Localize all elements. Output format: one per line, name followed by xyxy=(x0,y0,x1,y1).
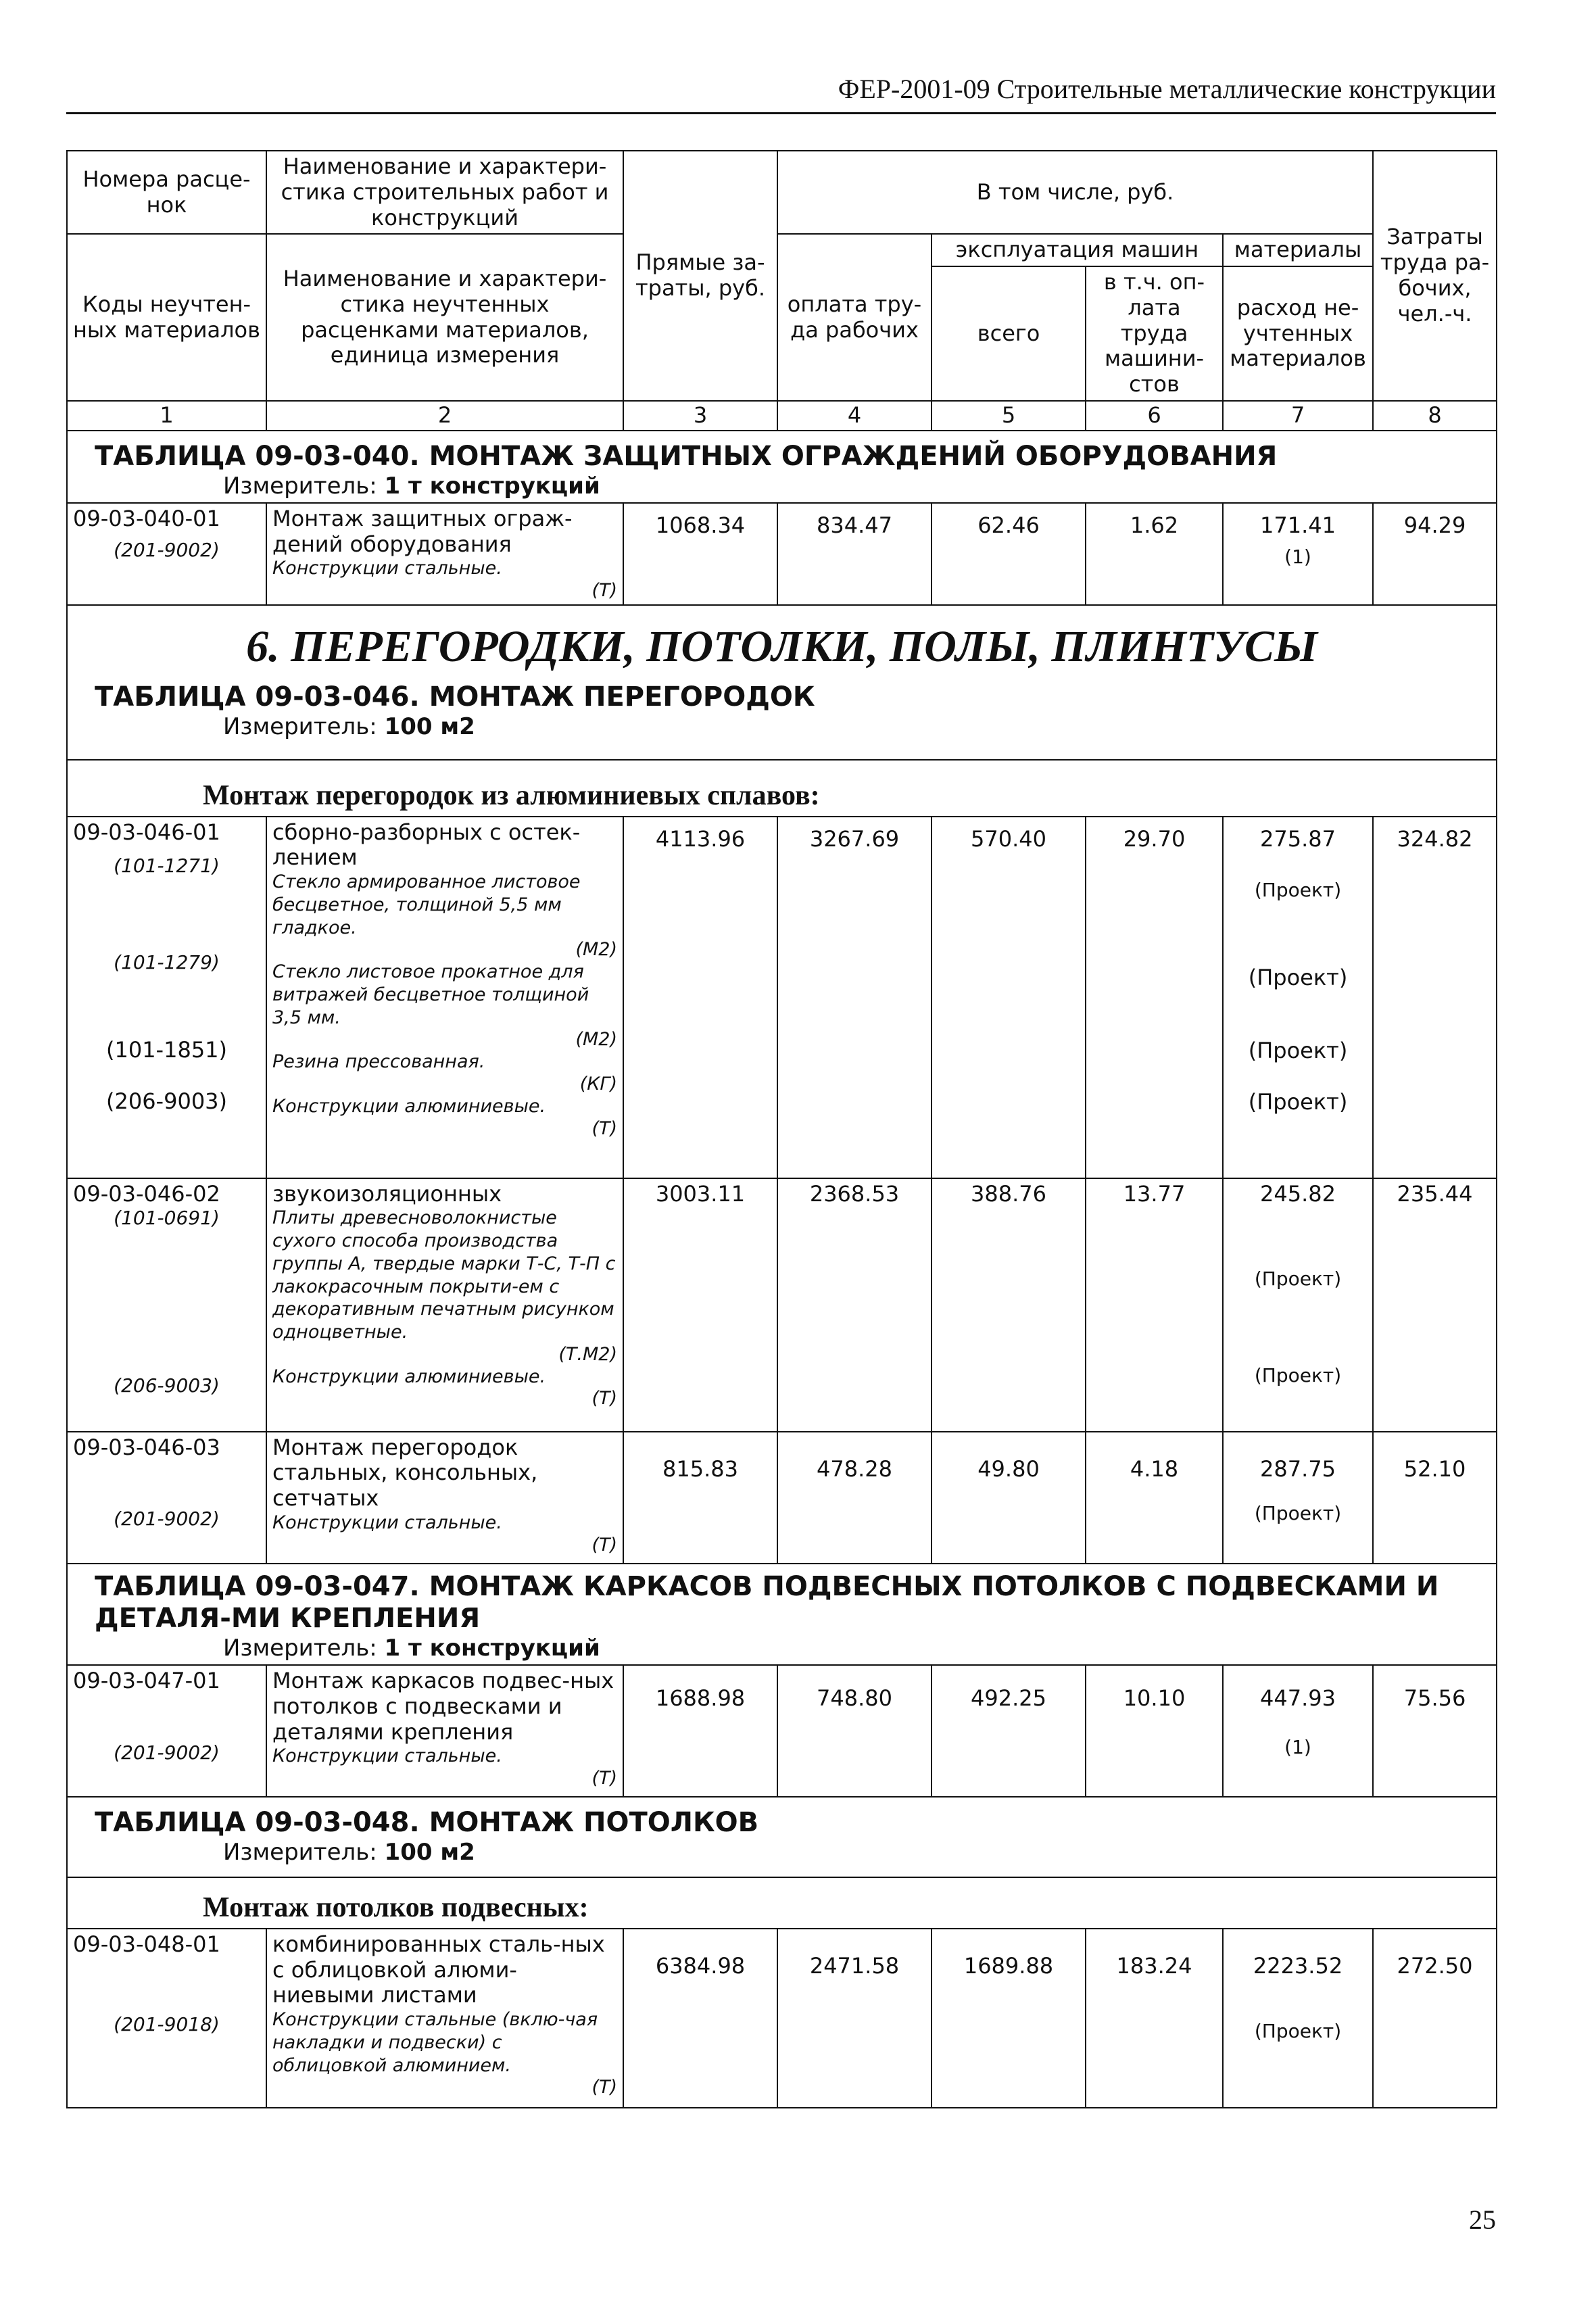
table-title: ТАБЛИЦА 09-03-046. МОНТАЖ ПЕРЕГОРОДОК xyxy=(95,681,815,713)
machinists-wages: 29.70 xyxy=(1086,817,1223,1178)
material-name: Плиты древесноволокнистые сухого способа производства группы А, твердые марки Т-С, Т-П с лакокрасочным покрыти-ем с декоративным печатным рисунком одноцветные. xyxy=(272,1207,616,1343)
material-name: Конструкции алюминиевые. xyxy=(272,1095,546,1117)
rate-name: Монтаж перегородок стальных, консольных, сетчатых xyxy=(272,1434,538,1512)
materials-cost: 447.93 xyxy=(1260,1685,1336,1712)
col-num: 8 xyxy=(1373,401,1497,431)
material-code: (101-0691) xyxy=(114,1207,220,1230)
material-unit: (Т) xyxy=(591,1534,617,1555)
rate-name-cell xyxy=(266,1178,623,1432)
material-unit: (Т) xyxy=(591,1117,617,1139)
chapter-row xyxy=(67,605,1497,760)
machines-total: 49.80 xyxy=(932,1432,1086,1564)
table-048-title-row xyxy=(67,1797,1497,1877)
rate-name-cell xyxy=(266,1432,623,1564)
material-unit: (Т) xyxy=(591,2077,617,2098)
group-row xyxy=(67,1877,1497,1929)
col-head-mat-name: Наименование и характери-стика неучтенных расценками материалов, единица измерения xyxy=(266,234,623,401)
col-num: 1 xyxy=(67,401,266,431)
rate-name: Монтаж каркасов подвес-ных потолков с подвесками и деталями крепления xyxy=(272,1668,614,1745)
material-consumption: (Проект) xyxy=(1254,1364,1342,1387)
labor-cost: 324.82 xyxy=(1373,817,1497,1178)
material-unit: (Т) xyxy=(591,580,617,602)
measure-label: Измеритель: xyxy=(223,472,377,500)
direct-cost: 6384.98 xyxy=(623,1929,777,2108)
materials-cost: 287.75 xyxy=(1260,1455,1336,1482)
material-name: Конструкции алюминиевые. xyxy=(272,1366,546,1387)
chapter-title: 6. ПЕРЕГОРОДКИ, ПОТОЛКИ, ПОЛЫ, ПЛИНТУСЫ xyxy=(246,621,1317,671)
running-header: ФЕР-2001-09 Строительные металлические конструкции xyxy=(838,74,1496,104)
table-row xyxy=(67,1929,1497,2108)
machinists-wages: 183.24 xyxy=(1086,1929,1223,2108)
rate-code: 09-03-046-02 xyxy=(73,1180,220,1207)
measure-value: 1 т конструкций xyxy=(384,1635,600,1662)
table-title: ТАБЛИЦА 09-03-047. МОНТАЖ КАРКАСОВ ПОДВЕСНЫХ ПОТОЛКОВ С ПОДВЕСКАМИ И ДЕТАЛЯ-МИ КРЕПЛЕНИЯ xyxy=(95,1570,1439,1634)
material-code: (201-9002) xyxy=(114,1507,220,1530)
col-head-total: всего xyxy=(932,266,1086,401)
col-num: 4 xyxy=(777,401,932,431)
col-head-labor: Затраты труда ра-бочих, чел.-ч. xyxy=(1373,151,1497,401)
header-row-2 xyxy=(67,234,1497,266)
material-name: Конструкции стальные. xyxy=(272,1745,502,1767)
rate-name: звукоизоляционных xyxy=(272,1180,502,1207)
wages: 478.28 xyxy=(777,1432,932,1564)
material-name: Конструкции стальные. xyxy=(272,1512,502,1533)
material-consumption: (Проект) xyxy=(1254,1268,1342,1290)
measure-label: Измеритель: xyxy=(223,1635,377,1662)
direct-cost: 1068.34 xyxy=(623,503,777,605)
direct-cost: 815.83 xyxy=(623,1432,777,1564)
col-head-name: Наименование и характери-стика строительных работ и конструкций xyxy=(266,151,623,234)
rate-name-cell xyxy=(266,1929,623,2108)
material-code: (101-1851) xyxy=(105,1037,228,1063)
table-title: ТАБЛИЦА 09-03-040. МОНТАЖ ЗАЩИТНЫХ ОГРАЖДЕНИЙ ОБОРУДОВАНИЯ xyxy=(95,440,1278,472)
col-num: 7 xyxy=(1223,401,1373,431)
rate-name-cell xyxy=(266,817,623,1178)
labor-cost: 52.10 xyxy=(1373,1432,1497,1564)
col-head-rate-no: Номера расце-нок xyxy=(67,151,266,234)
rate-name-cell xyxy=(266,503,623,605)
col-head-machines: эксплуатация машин xyxy=(932,234,1223,266)
labor-cost: 272.50 xyxy=(1373,1929,1497,2108)
material-name: Стекло армированное листовое бесцветное, толщиной 5,5 мм гладкое. xyxy=(272,871,581,938)
material-name: Стекло листовое прокатное для витражей бесцветное толщиной 3,5 мм. xyxy=(272,961,589,1028)
measure-line xyxy=(68,1839,1496,1877)
material-consumption: (Проект) xyxy=(1254,2019,1342,2042)
materials-cost: 2223.52 xyxy=(1253,1952,1343,1979)
table-047-title-row xyxy=(67,1564,1497,1665)
machines-total: 388.76 xyxy=(932,1178,1086,1432)
group-title: Монтаж потолков подвесных: xyxy=(67,1877,1497,1929)
material-name: Конструкции стальные. xyxy=(272,558,502,579)
measure-line xyxy=(68,1635,1496,1664)
table-row xyxy=(67,1665,1497,1797)
col-head-incl-wages: в т.ч. оп-лата труда машини-стов xyxy=(1086,266,1223,401)
material-unit: (М2) xyxy=(575,939,617,961)
rate-code-cell xyxy=(67,1665,266,1797)
machinists-wages: 10.10 xyxy=(1086,1665,1223,1797)
column-numbers-row xyxy=(67,401,1497,431)
measure-value: 100 м2 xyxy=(384,1839,475,1866)
materials-cell xyxy=(1223,1432,1373,1564)
group-row xyxy=(67,760,1497,817)
col-num: 2 xyxy=(266,401,623,431)
material-unit: (Т) xyxy=(591,1388,617,1409)
table-row xyxy=(67,503,1497,605)
materials-cost: 171.41 xyxy=(1260,512,1336,538)
material-code: (201-9018) xyxy=(114,2012,220,2035)
wages: 2471.58 xyxy=(777,1929,932,2108)
rate-name: Монтаж защитных ограж-дений оборудования xyxy=(272,505,573,557)
col-head-materials: материалы xyxy=(1223,234,1373,266)
material-consumption: (Проект) xyxy=(1254,1502,1342,1525)
wages: 3267.69 xyxy=(777,817,932,1178)
labor-cost: 75.56 xyxy=(1373,1665,1497,1797)
material-code: (206-9003) xyxy=(114,1374,220,1397)
direct-cost: 3003.11 xyxy=(623,1178,777,1432)
labor-cost: 94.29 xyxy=(1373,503,1497,605)
measure-value: 1 т конструкций xyxy=(384,472,600,500)
wages: 748.80 xyxy=(777,1665,932,1797)
material-consumption: (Проект) xyxy=(1248,965,1348,991)
material-code: (206-9003) xyxy=(105,1088,228,1115)
material-consumption: (Проект) xyxy=(1248,1038,1348,1064)
material-unit: (М2) xyxy=(575,1029,617,1051)
machines-total: 570.40 xyxy=(932,817,1086,1178)
material-code: (201-9002) xyxy=(114,1741,220,1764)
materials-cell xyxy=(1223,503,1373,605)
material-consumption: (1) xyxy=(1284,545,1311,568)
header-rule xyxy=(66,112,1496,114)
machines-total: 492.25 xyxy=(932,1665,1086,1797)
material-consumption: (1) xyxy=(1284,1735,1311,1758)
col-head-direct-costs: Прямые за-траты, руб. xyxy=(623,151,777,401)
group-title: Монтаж перегородок из алюминиевых сплавов: xyxy=(67,760,1497,817)
wages: 2368.53 xyxy=(777,1178,932,1432)
wages: 834.47 xyxy=(777,503,932,605)
materials-cell xyxy=(1223,1178,1373,1432)
rate-name-cell xyxy=(266,1665,623,1797)
measure-label: Измеритель: xyxy=(223,1839,377,1866)
table-title: ТАБЛИЦА 09-03-048. МОНТАЖ ПОТОЛКОВ xyxy=(95,1807,759,1839)
rate-code-cell xyxy=(67,817,266,1178)
col-head-incl: В том числе, руб. xyxy=(777,151,1373,234)
rate-code-cell xyxy=(67,1929,266,2108)
col-head-wages: оплата тру-да рабочих xyxy=(777,234,932,401)
labor-cost: 235.44 xyxy=(1373,1178,1497,1432)
rate-code-cell xyxy=(67,503,266,605)
col-head-mat-cost: расход не-учтенных материалов xyxy=(1223,266,1373,401)
direct-cost: 1688.98 xyxy=(623,1665,777,1797)
machinists-wages: 1.62 xyxy=(1086,503,1223,605)
material-consumption: (Проект) xyxy=(1254,879,1342,902)
header-row-1 xyxy=(67,151,1497,234)
measure-value: 100 м2 xyxy=(384,713,475,740)
table-row xyxy=(67,1178,1497,1432)
machinists-wages: 4.18 xyxy=(1086,1432,1223,1564)
material-unit: (Т.М2) xyxy=(558,1343,617,1365)
table-row xyxy=(67,817,1497,1178)
machinists-wages: 13.77 xyxy=(1086,1178,1223,1432)
materials-cost: 245.82 xyxy=(1260,1180,1336,1207)
material-unit: (КГ) xyxy=(579,1073,617,1095)
material-code: (201-9002) xyxy=(114,538,220,561)
table-040-title-row xyxy=(67,431,1497,503)
material-unit: (Т) xyxy=(591,1768,617,1789)
rate-code: 09-03-046-01 xyxy=(73,819,220,845)
rate-name: комбинированных сталь-ных с облицовкой алюми-ниевыми листами xyxy=(272,1931,605,2008)
col-num: 5 xyxy=(932,401,1086,431)
rates-table xyxy=(66,150,1497,2108)
materials-cell xyxy=(1223,1929,1373,2108)
material-code: (101-1271) xyxy=(114,854,220,877)
table-row xyxy=(67,1432,1497,1564)
rates-document xyxy=(66,150,1496,2108)
materials-cell xyxy=(1223,817,1373,1178)
material-name: Резина прессованная. xyxy=(272,1051,485,1073)
measure-label: Измеритель: xyxy=(223,713,377,740)
measure-line xyxy=(68,473,1496,502)
rate-code: 09-03-040-01 xyxy=(73,505,220,531)
measure-line xyxy=(68,713,1496,759)
material-code: (101-1279) xyxy=(114,951,220,974)
col-num: 6 xyxy=(1086,401,1223,431)
rate-code-cell xyxy=(67,1178,266,1432)
material-name: Конструкции стальные (вклю-чая накладки и подвески) с облицовкой алюминием. xyxy=(272,2009,598,2076)
rate-code: 09-03-046-03 xyxy=(73,1434,220,1460)
col-head-mat-codes: Коды неучтен-ных материалов xyxy=(67,234,266,401)
rate-name: сборно-разборных с остек-лением xyxy=(272,819,581,871)
machines-total: 1689.88 xyxy=(932,1929,1086,2108)
materials-cost: 275.87 xyxy=(1260,825,1336,852)
machines-total: 62.46 xyxy=(932,503,1086,605)
direct-cost: 4113.96 xyxy=(623,817,777,1178)
rate-code: 09-03-047-01 xyxy=(73,1668,220,1694)
rate-code: 09-03-048-01 xyxy=(73,1931,220,1957)
materials-cell xyxy=(1223,1665,1373,1797)
material-consumption: (Проект) xyxy=(1248,1088,1348,1115)
col-num: 3 xyxy=(623,401,777,431)
rate-code-cell xyxy=(67,1432,266,1564)
page-number: 25 xyxy=(1469,2204,1496,2235)
